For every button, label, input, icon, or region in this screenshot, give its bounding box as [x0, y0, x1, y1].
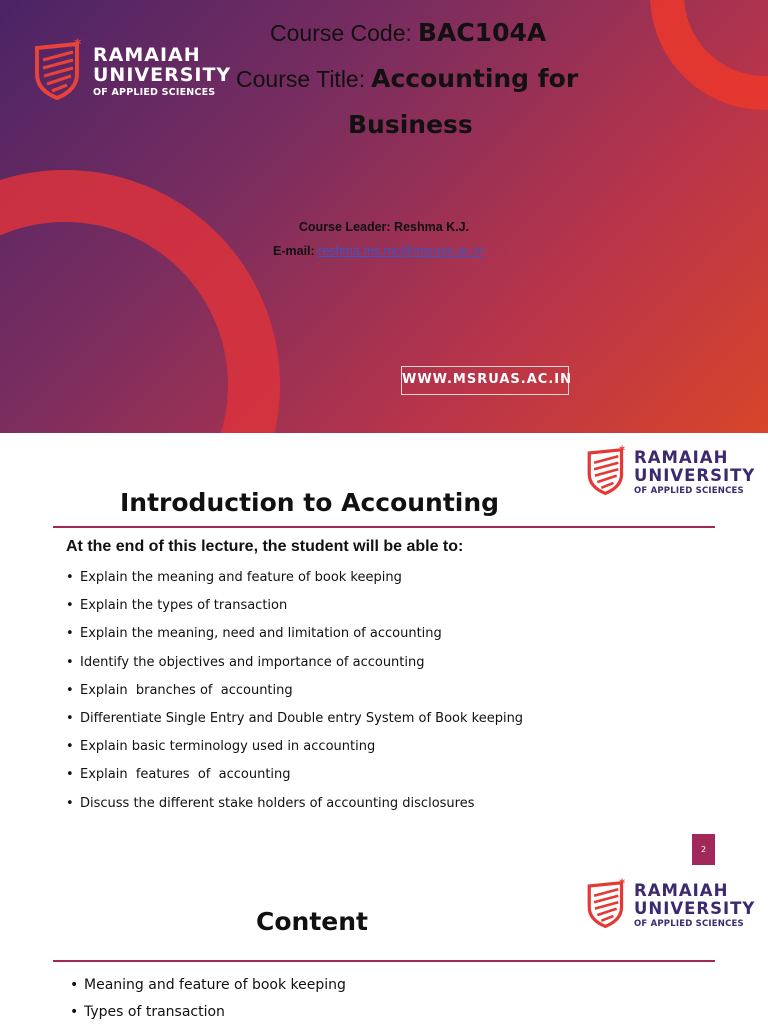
- course-title-continuation: Business: [348, 110, 473, 139]
- website-badge[interactable]: WWW.MSRUAS.AC.IN: [401, 366, 569, 395]
- university-logo-slide3: [586, 877, 756, 931]
- shield-logo-icon: [586, 444, 628, 496]
- objective-item: • Discuss the different stake holders of accounting disclosures: [66, 796, 523, 824]
- shield-logo-icon: [586, 877, 628, 929]
- title-divider: [53, 526, 715, 528]
- objective-item: • Differentiate Single Entry and Double entry System of Book keeping: [66, 711, 523, 739]
- slide3-title: Content: [256, 907, 368, 936]
- email-link[interactable]: reshma.ms.mc@msruas.ac.in: [318, 244, 484, 258]
- logo-line-1: RAMAIAH: [634, 881, 729, 900]
- content-list: [70, 977, 346, 1031]
- svg-text:*: *: [619, 877, 626, 890]
- course-title: [236, 64, 578, 93]
- objective-item: • Explain features of accounting: [66, 767, 523, 795]
- content-item: • Meaning and feature of book keeping: [70, 977, 346, 1004]
- objective-item: • Explain the meaning and feature of book keeping: [66, 570, 523, 598]
- course-leader: Course Leader: Reshma K.J.: [298, 220, 470, 234]
- objectives-list: [66, 570, 523, 824]
- shield-logo-icon: [33, 38, 85, 100]
- university-logo: [33, 38, 233, 100]
- title-slide: [0, 0, 768, 433]
- email-line: [273, 244, 484, 258]
- objectives-intro: At the end of this lecture, the student will be able to:: [66, 538, 464, 555]
- content-item: • Types of transaction: [70, 1004, 346, 1031]
- logo-line-1: RAMAIAH: [93, 44, 201, 66]
- decorative-ring-large: [0, 170, 280, 433]
- course-title-label: Course Title:: [236, 66, 366, 92]
- objective-item: • Explain branches of accounting: [66, 683, 523, 711]
- course-code-value: BAC104A: [417, 18, 547, 47]
- logo-line-3: OF APPLIED SCIENCES: [634, 919, 744, 929]
- decorative-ring-small: [650, 0, 768, 110]
- logo-line-3: OF APPLIED SCIENCES: [93, 87, 216, 98]
- svg-text:*: *: [74, 38, 82, 53]
- logo-line-2: UNIVERSITY: [634, 898, 756, 918]
- logo-line-1: RAMAIAH: [634, 448, 729, 467]
- course-title-value: Accounting for: [371, 64, 579, 93]
- course-code-label: Course Code:: [270, 20, 412, 46]
- logo-line-3: OF APPLIED SCIENCES: [634, 486, 744, 496]
- email-label: E-mail:: [273, 244, 315, 258]
- university-logo-slide2: [586, 444, 756, 498]
- objective-item: • Explain the meaning, need and limitation of accounting: [66, 626, 523, 654]
- logo-line-2: UNIVERSITY: [634, 465, 756, 485]
- objective-item: • Identify the objectives and importance of accounting: [66, 655, 523, 683]
- logo-line-2: UNIVERSITY: [93, 64, 232, 86]
- objective-item: • Explain the types of transaction: [66, 598, 523, 626]
- title-divider: [53, 960, 715, 962]
- course-code: [270, 18, 546, 47]
- slide2-title: Introduction to Accounting: [120, 488, 500, 517]
- svg-text:*: *: [619, 444, 626, 457]
- page-number-badge: 2: [692, 834, 715, 865]
- objective-item: • Explain basic terminology used in accounting: [66, 739, 523, 767]
